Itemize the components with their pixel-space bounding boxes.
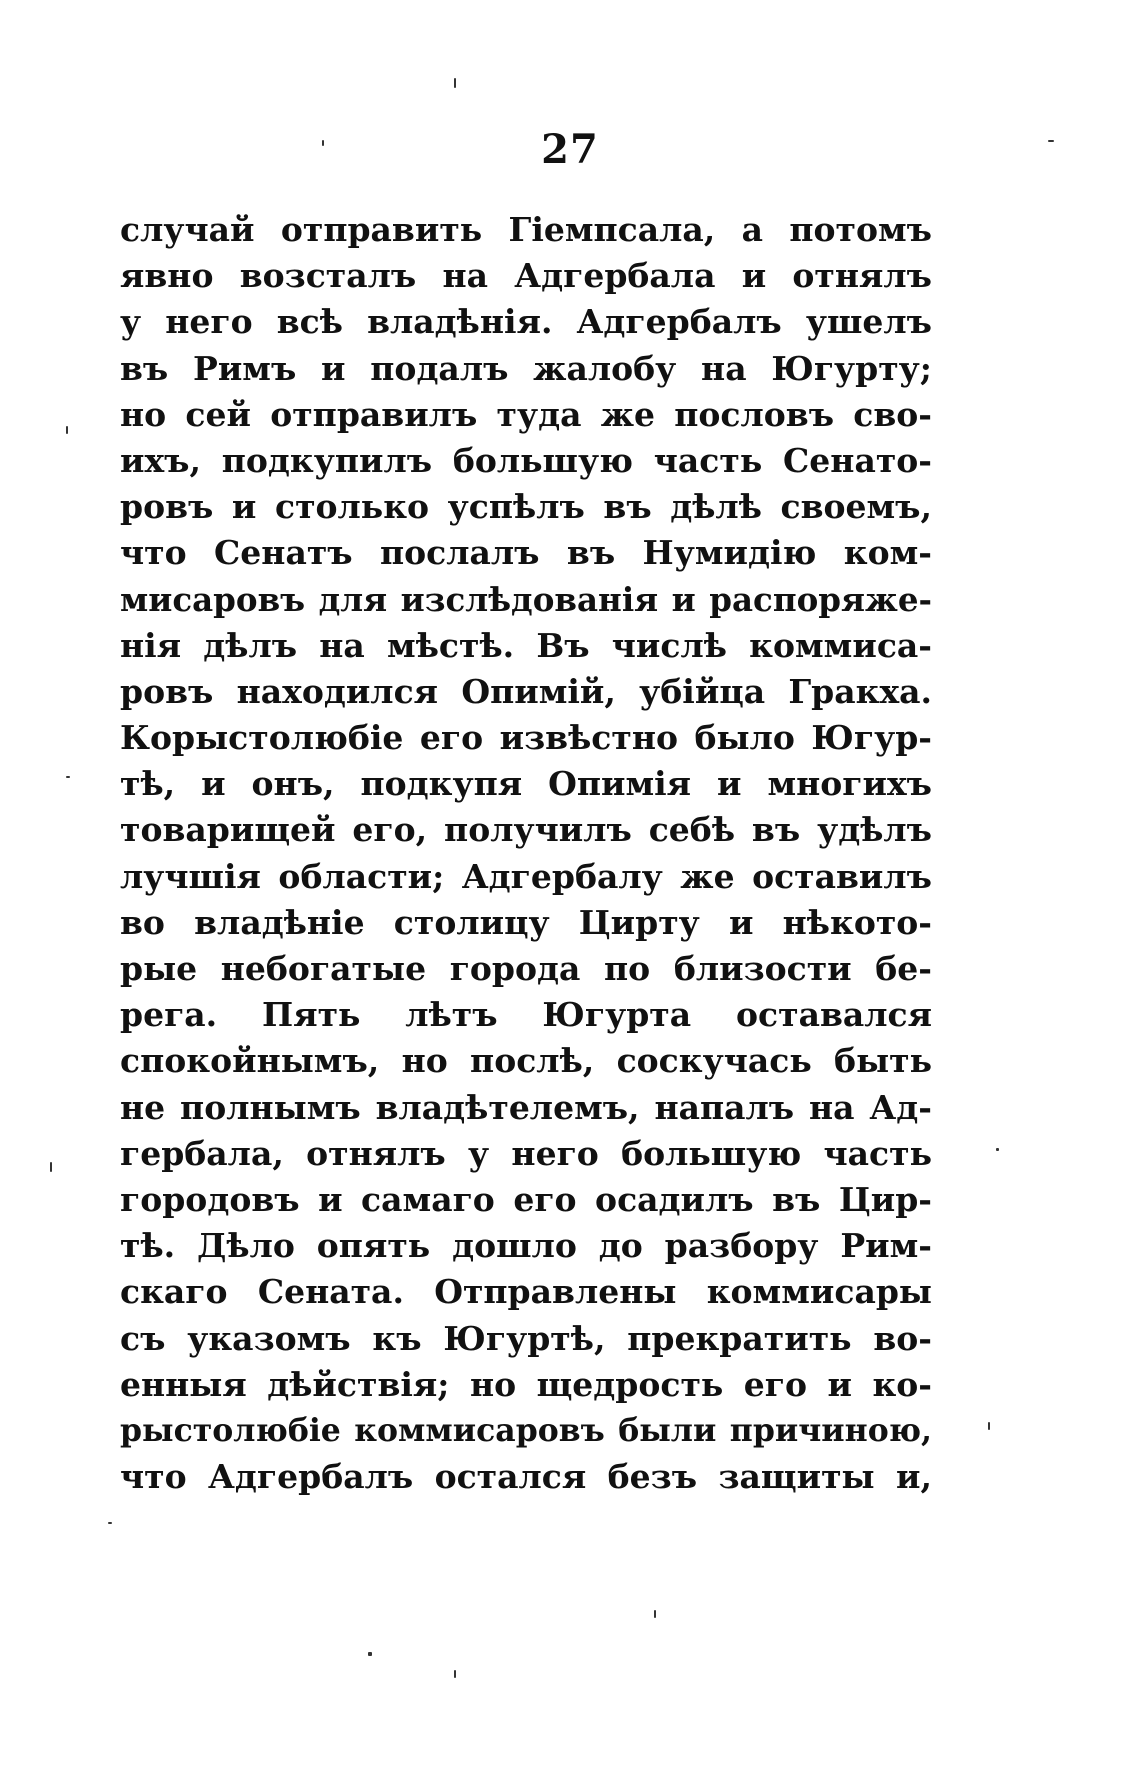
text-line: нія дѣлъ на мѣстѣ. Въ числѣ коммиса- [120, 625, 932, 665]
text-line: рега. Пять лѣтъ Югурта оставался [120, 995, 932, 1035]
text-line: городовъ и самаго его осадилъ въ Цир- [120, 1179, 932, 1219]
scan-speck [454, 78, 456, 88]
scan-speck [108, 1522, 112, 1524]
text-line: что Сенатъ послалъ въ Нумидію ком- [120, 533, 932, 573]
scan-speck [654, 1610, 656, 1618]
scan-speck [368, 1652, 372, 1656]
text-line: спокойнымъ, но послѣ, соскучась быть [120, 1041, 932, 1081]
text-line: не полнымъ владѣтелемъ, напалъ на Ад- [120, 1087, 932, 1127]
text-line: у него всѣ владѣнія. Адгербалъ ушелъ [120, 302, 932, 342]
scan-speck [454, 1670, 456, 1678]
page-number: 27 [541, 126, 599, 173]
text-line: тѣ, и онъ, подкупя Опимія и многихъ [120, 764, 932, 804]
text-line: тѣ. Дѣло опять дошло до разбору Рим- [120, 1226, 932, 1266]
text-line: ихъ, подкупилъ большую часть Сенато- [120, 440, 932, 480]
scan-speck [66, 426, 68, 434]
text-line: енныя дѣйствія; но щедрость его и ко- [120, 1364, 932, 1404]
scan-speck [996, 1148, 999, 1151]
text-line: товарищей его, получилъ себѣ въ удѣлъ [120, 810, 932, 850]
text-line: ровъ находился Опимій, убійца Гракха. [120, 671, 932, 711]
text-line: Корыстолюбіе его извѣстно было Югур- [120, 718, 932, 758]
text-line: гербала, отнялъ у него большую часть [120, 1133, 932, 1173]
scan-speck [50, 1162, 52, 1172]
text-line: скаго Сената. Отправлены коммисары [120, 1272, 932, 1312]
text-line: ровъ и столько успѣлъ въ дѣлѣ своемъ, [120, 487, 932, 527]
scan-speck [1048, 140, 1054, 142]
scan-speck [988, 1422, 990, 1430]
text-line: случай отправить Гіемпсала, а потомъ [120, 210, 932, 249]
scan-speck [66, 776, 70, 778]
text-line: явно возсталъ на Адгербала и отнялъ [120, 256, 932, 296]
text-line: рыстолюбіе коммисаровъ были причиною, [120, 1411, 932, 1449]
text-line: мисаровъ для изслѣдованія и распоряже- [120, 579, 932, 619]
text-line: что Адгербалъ остался безъ защиты и, [120, 1457, 932, 1497]
scan-speck [322, 140, 324, 146]
text-line: во владѣніе столицу Цирту и нѣкото- [120, 902, 932, 942]
text-line: въ Римъ и подалъ жалобу на Югурту; [120, 348, 932, 388]
text-line: съ указомъ къ Югуртѣ, прекратить во- [120, 1318, 932, 1358]
text-line: но сей отправилъ туда же пословъ сво- [120, 394, 932, 434]
text-line: рые небогатые города по близости бе- [120, 949, 932, 988]
body-text [120, 207, 932, 1500]
text-line: лучшія области; Адгербалу же оставилъ [120, 856, 932, 896]
